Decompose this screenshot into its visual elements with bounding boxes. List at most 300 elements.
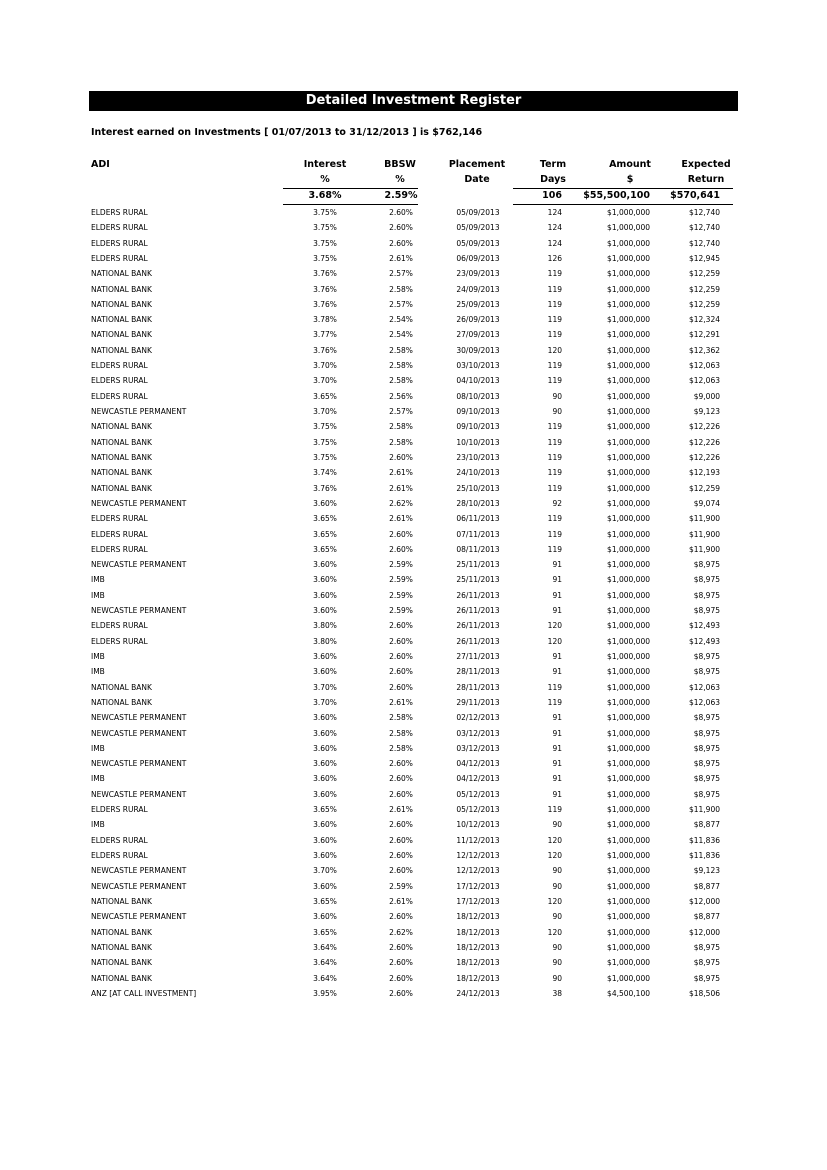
row-bbsw: 2.60% (389, 912, 413, 922)
row-interest: 3.70% (313, 866, 337, 876)
row-bbsw: 2.60% (389, 636, 413, 646)
row-placement-date: 28/10/2013 (456, 498, 500, 508)
row-expected-return: $12,291 (688, 330, 720, 340)
row-bbsw: 2.60% (389, 988, 413, 998)
total-term: 106 (542, 190, 562, 201)
row-term-days: 120 (547, 621, 562, 631)
row-bbsw: 2.60% (389, 789, 413, 799)
row-expected-return: $11,836 (688, 835, 720, 845)
row-term-days: 91 (552, 606, 562, 616)
header-bbsw-unit: % (395, 174, 405, 185)
row-interest: 3.60% (313, 881, 337, 891)
row-interest: 3.76% (313, 299, 337, 309)
row-adi: ELDERS RURAL (91, 636, 148, 646)
row-term-days: 126 (547, 253, 562, 263)
row-placement-date: 27/09/2013 (456, 330, 500, 340)
row-bbsw: 2.60% (389, 452, 413, 462)
row-bbsw: 2.61% (389, 697, 413, 707)
table-row (0, 802, 827, 817)
row-expected-return: $8,877 (693, 820, 720, 830)
row-placement-date: 18/12/2013 (456, 942, 500, 952)
row-bbsw: 2.60% (389, 667, 413, 677)
row-expected-return: $9,123 (693, 866, 720, 876)
row-amount: $1,000,000 (607, 315, 650, 325)
row-expected-return: $8,877 (693, 912, 720, 922)
row-expected-return: $12,493 (688, 636, 720, 646)
row-bbsw: 2.60% (389, 682, 413, 692)
row-term-days: 120 (547, 345, 562, 355)
row-amount: $1,000,000 (607, 636, 650, 646)
row-term-days: 91 (552, 713, 562, 723)
row-expected-return: $8,877 (693, 881, 720, 891)
row-placement-date: 18/12/2013 (456, 912, 500, 922)
row-expected-return: $9,123 (693, 407, 720, 417)
row-amount: $1,000,000 (607, 483, 650, 493)
row-amount: $1,000,000 (607, 942, 650, 952)
row-adi: NATIONAL BANK (91, 345, 152, 355)
row-adi: ELDERS RURAL (91, 544, 148, 554)
row-bbsw: 2.60% (389, 238, 413, 248)
table-row (0, 251, 827, 266)
row-amount: $1,000,000 (607, 376, 650, 386)
row-amount: $1,000,000 (607, 422, 650, 432)
row-amount: $1,000,000 (607, 590, 650, 600)
row-adi: NATIONAL BANK (91, 958, 152, 968)
row-bbsw: 2.60% (389, 866, 413, 876)
row-placement-date: 04/12/2013 (456, 759, 500, 769)
row-interest: 3.76% (313, 284, 337, 294)
row-adi: NATIONAL BANK (91, 483, 152, 493)
row-expected-return: $11,900 (688, 805, 720, 815)
row-placement-date: 09/10/2013 (456, 422, 500, 432)
row-expected-return: $12,063 (688, 682, 720, 692)
header-term-days: Days (540, 174, 566, 185)
row-term-days: 91 (552, 759, 562, 769)
row-placement-date: 12/12/2013 (456, 851, 500, 861)
row-expected-return: $8,975 (693, 713, 720, 723)
row-interest: 3.60% (313, 575, 337, 585)
row-term-days: 124 (547, 208, 562, 217)
row-placement-date: 26/11/2013 (456, 621, 500, 631)
header-amount: Amount (609, 159, 651, 170)
row-bbsw: 2.58% (389, 437, 413, 447)
header-interest: Interest (303, 159, 347, 170)
row-expected-return: $8,975 (693, 651, 720, 661)
row-adi: NATIONAL BANK (91, 468, 152, 478)
row-amount: $1,000,000 (607, 299, 650, 309)
row-adi: NATIONAL BANK (91, 452, 152, 462)
row-bbsw: 2.60% (389, 759, 413, 769)
row-term-days: 90 (552, 391, 562, 401)
row-placement-date: 25/10/2013 (456, 483, 500, 493)
header-adi: ADI (91, 159, 110, 170)
row-expected-return: $8,975 (693, 789, 720, 799)
table-row (0, 741, 827, 756)
row-bbsw: 2.60% (389, 529, 413, 539)
row-adi: NEWCASTLE PERMANENT (91, 789, 187, 799)
table-row (0, 986, 827, 1001)
row-amount: $1,000,000 (607, 253, 650, 263)
row-adi: NATIONAL BANK (91, 973, 152, 983)
row-adi: NATIONAL BANK (91, 299, 152, 309)
row-term-days: 119 (547, 452, 562, 462)
row-expected-return: $8,975 (693, 774, 720, 784)
row-term-days: 120 (547, 835, 562, 845)
row-term-days: 92 (552, 498, 562, 508)
row-expected-return: $12,362 (688, 345, 720, 355)
row-term-days: 119 (547, 697, 562, 707)
row-interest: 3.60% (313, 774, 337, 784)
row-term-days: 90 (552, 407, 562, 417)
row-adi: IMB (91, 774, 105, 784)
row-interest: 3.60% (313, 590, 337, 600)
row-bbsw: 2.59% (389, 590, 413, 600)
row-adi: NATIONAL BANK (91, 269, 152, 279)
row-amount: $1,000,000 (607, 805, 650, 815)
row-term-days: 124 (547, 238, 562, 248)
table-row (0, 603, 827, 618)
row-interest: 3.95% (313, 988, 337, 998)
row-interest: 3.70% (313, 361, 337, 371)
row-adi: NEWCASTLE PERMANENT (91, 560, 187, 570)
row-adi: NATIONAL BANK (91, 422, 152, 432)
row-expected-return: $8,975 (693, 590, 720, 600)
row-term-days: 90 (552, 866, 562, 876)
table-row (0, 879, 827, 894)
row-expected-return: $12,226 (688, 452, 720, 462)
header-expected-return: Return (687, 174, 725, 185)
row-placement-date: 25/11/2013 (456, 560, 500, 570)
row-bbsw: 2.61% (389, 468, 413, 478)
row-placement-date: 28/11/2013 (456, 667, 500, 677)
row-placement-date: 02/12/2013 (456, 713, 500, 723)
row-term-days: 124 (547, 223, 562, 233)
row-expected-return: $8,975 (693, 606, 720, 616)
row-amount: $1,000,000 (607, 498, 650, 508)
row-expected-return: $12,063 (688, 697, 720, 707)
row-expected-return: $12,000 (688, 927, 720, 937)
row-interest: 3.64% (313, 973, 337, 983)
row-bbsw: 2.59% (389, 606, 413, 616)
table-row (0, 343, 827, 358)
row-expected-return: $8,975 (693, 958, 720, 968)
row-placement-date: 26/11/2013 (456, 590, 500, 600)
total-bbsw: 2.59% (384, 190, 418, 201)
row-amount: $1,000,000 (607, 866, 650, 876)
row-term-days: 91 (552, 743, 562, 753)
table-row (0, 680, 827, 695)
row-amount: $1,000,000 (607, 881, 650, 891)
row-bbsw: 2.60% (389, 774, 413, 784)
table-row (0, 664, 827, 679)
row-amount: $1,000,000 (607, 851, 650, 861)
table-row (0, 511, 827, 526)
table-row (0, 481, 827, 496)
row-amount: $1,000,000 (607, 896, 650, 906)
row-bbsw: 2.57% (389, 407, 413, 417)
row-interest: 3.60% (313, 713, 337, 723)
row-adi: ELDERS RURAL (91, 621, 148, 631)
row-adi: ELDERS RURAL (91, 805, 148, 815)
table-row (0, 297, 827, 312)
row-interest: 3.74% (313, 468, 337, 478)
row-adi: NEWCASTLE PERMANENT (91, 866, 187, 876)
table-row (0, 557, 827, 572)
row-amount: $1,000,000 (607, 912, 650, 922)
row-term-days: 90 (552, 973, 562, 983)
row-amount: $4,500,100 (607, 988, 650, 998)
table-row (0, 848, 827, 863)
row-expected-return: $12,740 (688, 223, 720, 233)
row-term-days: 120 (547, 896, 562, 906)
row-interest: 3.60% (313, 560, 337, 570)
row-placement-date: 17/12/2013 (456, 881, 500, 891)
row-placement-date: 05/12/2013 (456, 805, 500, 815)
row-expected-return: $12,063 (688, 376, 720, 386)
row-term-days: 119 (547, 514, 562, 524)
row-term-days: 119 (547, 269, 562, 279)
row-bbsw: 2.60% (389, 621, 413, 631)
row-interest: 3.70% (313, 682, 337, 692)
row-bbsw: 2.61% (389, 483, 413, 493)
row-amount: $1,000,000 (607, 774, 650, 784)
row-adi: ELDERS RURAL (91, 529, 148, 539)
row-adi: NEWCASTLE PERMANENT (91, 912, 187, 922)
row-bbsw: 2.58% (389, 376, 413, 386)
interest-summary: Interest earned on Investments [ 01/07/2013 to 31/12/2013 ] is $762,146 (91, 127, 483, 138)
header-placement: Placement (448, 159, 506, 170)
table-row (0, 327, 827, 342)
table-row (0, 373, 827, 388)
row-amount: $1,000,000 (607, 361, 650, 371)
row-expected-return: $8,975 (693, 575, 720, 585)
row-expected-return: $8,975 (693, 942, 720, 952)
row-expected-return: $12,740 (688, 208, 720, 217)
row-amount: $1,000,000 (607, 223, 650, 233)
table-row (0, 955, 827, 970)
row-interest: 3.77% (313, 330, 337, 340)
row-placement-date: 25/11/2013 (456, 575, 500, 585)
row-interest: 3.60% (313, 728, 337, 738)
row-adi: NEWCASTLE PERMANENT (91, 728, 187, 738)
table-row (0, 894, 827, 909)
rule-top-rates (283, 188, 418, 189)
row-adi: NATIONAL BANK (91, 315, 152, 325)
row-adi: ELDERS RURAL (91, 391, 148, 401)
row-placement-date: 23/10/2013 (456, 452, 500, 462)
row-interest: 3.60% (313, 498, 337, 508)
header-amount-unit: $ (626, 174, 634, 185)
row-expected-return: $8,975 (693, 728, 720, 738)
row-term-days: 119 (547, 361, 562, 371)
table-row (0, 542, 827, 557)
row-placement-date: 30/09/2013 (456, 345, 500, 355)
row-term-days: 119 (547, 529, 562, 539)
table-row (0, 465, 827, 480)
row-interest: 3.64% (313, 942, 337, 952)
row-interest: 3.60% (313, 912, 337, 922)
table-row (0, 817, 827, 832)
row-amount: $1,000,000 (607, 667, 650, 677)
rule-top-amounts (513, 188, 733, 189)
row-term-days: 119 (547, 376, 562, 386)
row-amount: $1,000,000 (607, 468, 650, 478)
row-placement-date: 24/10/2013 (456, 468, 500, 478)
total-amount: $55,500,100 (583, 190, 650, 201)
row-placement-date: 06/11/2013 (456, 514, 500, 524)
row-adi: ANZ [AT CALL INVESTMENT] (91, 988, 197, 998)
table-row (0, 863, 827, 878)
row-placement-date: 09/10/2013 (456, 407, 500, 417)
row-placement-date: 29/11/2013 (456, 697, 500, 707)
row-term-days: 119 (547, 682, 562, 692)
table-row (0, 618, 827, 633)
row-amount: $1,000,000 (607, 238, 650, 248)
row-interest: 3.75% (313, 223, 337, 233)
row-expected-return: $12,193 (688, 468, 720, 478)
row-amount: $1,000,000 (607, 345, 650, 355)
row-placement-date: 28/11/2013 (456, 682, 500, 692)
row-bbsw: 2.60% (389, 973, 413, 983)
row-interest: 3.75% (313, 437, 337, 447)
row-placement-date: 18/12/2013 (456, 958, 500, 968)
table-row (0, 695, 827, 710)
row-amount: $1,000,000 (607, 575, 650, 585)
row-interest: 3.70% (313, 407, 337, 417)
header-expected: Expected (681, 159, 731, 170)
row-adi: NATIONAL BANK (91, 927, 152, 937)
row-bbsw: 2.58% (389, 713, 413, 723)
row-expected-return: $8,975 (693, 759, 720, 769)
row-amount: $1,000,000 (607, 330, 650, 340)
row-adi: NATIONAL BANK (91, 942, 152, 952)
row-adi: NEWCASTLE PERMANENT (91, 881, 187, 891)
row-term-days: 120 (547, 636, 562, 646)
row-placement-date: 05/12/2013 (456, 789, 500, 799)
total-interest: 3.68% (308, 190, 342, 201)
row-placement-date: 26/11/2013 (456, 636, 500, 646)
row-term-days: 119 (547, 284, 562, 294)
row-amount: $1,000,000 (607, 697, 650, 707)
row-interest: 3.76% (313, 345, 337, 355)
table-row (0, 389, 827, 404)
row-bbsw: 2.58% (389, 345, 413, 355)
row-expected-return: $8,975 (693, 560, 720, 570)
row-interest: 3.60% (313, 651, 337, 661)
row-bbsw: 2.58% (389, 743, 413, 753)
row-bbsw: 2.57% (389, 299, 413, 309)
row-amount: $1,000,000 (607, 820, 650, 830)
row-bbsw: 2.60% (389, 544, 413, 554)
row-adi: IMB (91, 651, 105, 661)
row-placement-date: 26/09/2013 (456, 315, 500, 325)
row-placement-date: 18/12/2013 (456, 927, 500, 937)
row-adi: NEWCASTLE PERMANENT (91, 713, 187, 723)
row-placement-date: 23/09/2013 (456, 269, 500, 279)
row-interest: 3.60% (313, 759, 337, 769)
table-row (0, 450, 827, 465)
row-interest: 3.75% (313, 253, 337, 263)
row-placement-date: 04/10/2013 (456, 376, 500, 386)
row-expected-return: $12,259 (688, 299, 720, 309)
table-row (0, 925, 827, 940)
header-bbsw: BBSW (384, 159, 416, 170)
row-expected-return: $18,506 (688, 988, 720, 998)
table-row (0, 419, 827, 434)
row-interest: 3.76% (313, 483, 337, 493)
row-expected-return: $12,945 (688, 253, 720, 263)
row-bbsw: 2.59% (389, 560, 413, 570)
row-amount: $1,000,000 (607, 713, 650, 723)
table-row (0, 282, 827, 297)
row-amount: $1,000,000 (607, 743, 650, 753)
row-amount: $1,000,000 (607, 835, 650, 845)
row-adi: ELDERS RURAL (91, 238, 148, 248)
row-term-days: 120 (547, 927, 562, 937)
row-adi: ELDERS RURAL (91, 223, 148, 233)
row-term-days: 119 (547, 805, 562, 815)
row-interest: 3.65% (313, 927, 337, 937)
row-bbsw: 2.54% (389, 330, 413, 340)
row-adi: NATIONAL BANK (91, 896, 152, 906)
row-adi: IMB (91, 575, 105, 585)
row-amount: $1,000,000 (607, 728, 650, 738)
row-bbsw: 2.60% (389, 958, 413, 968)
row-placement-date: 25/09/2013 (456, 299, 500, 309)
row-bbsw: 2.58% (389, 361, 413, 371)
row-placement-date: 03/12/2013 (456, 743, 500, 753)
row-expected-return: $8,975 (693, 743, 720, 753)
row-bbsw: 2.61% (389, 805, 413, 815)
row-expected-return: $12,324 (688, 315, 720, 325)
row-amount: $1,000,000 (607, 560, 650, 570)
table-row (0, 572, 827, 587)
row-bbsw: 2.61% (389, 514, 413, 524)
table-row (0, 771, 827, 786)
row-placement-date: 05/09/2013 (456, 208, 500, 217)
row-placement-date: 08/11/2013 (456, 544, 500, 554)
table-row (0, 205, 827, 220)
table-row (0, 649, 827, 664)
row-placement-date: 17/12/2013 (456, 896, 500, 906)
row-interest: 3.64% (313, 958, 337, 968)
row-amount: $1,000,000 (607, 269, 650, 279)
row-interest: 3.80% (313, 621, 337, 631)
row-placement-date: 24/12/2013 (456, 988, 500, 998)
row-bbsw: 2.61% (389, 896, 413, 906)
row-interest: 3.70% (313, 376, 337, 386)
row-term-days: 119 (547, 468, 562, 478)
row-placement-date: 03/10/2013 (456, 361, 500, 371)
row-expected-return: $11,836 (688, 851, 720, 861)
row-amount: $1,000,000 (607, 284, 650, 294)
row-interest: 3.60% (313, 835, 337, 845)
row-adi: NATIONAL BANK (91, 284, 152, 294)
row-bbsw: 2.56% (389, 391, 413, 401)
row-amount: $1,000,000 (607, 606, 650, 616)
row-term-days: 119 (547, 437, 562, 447)
row-term-days: 119 (547, 315, 562, 325)
row-term-days: 119 (547, 330, 562, 340)
row-bbsw: 2.62% (389, 498, 413, 508)
row-bbsw: 2.59% (389, 881, 413, 891)
table-row (0, 940, 827, 955)
row-term-days: 38 (552, 988, 562, 998)
row-bbsw: 2.60% (389, 223, 413, 233)
row-amount: $1,000,000 (607, 973, 650, 983)
row-interest: 3.65% (313, 896, 337, 906)
row-placement-date: 24/09/2013 (456, 284, 500, 294)
